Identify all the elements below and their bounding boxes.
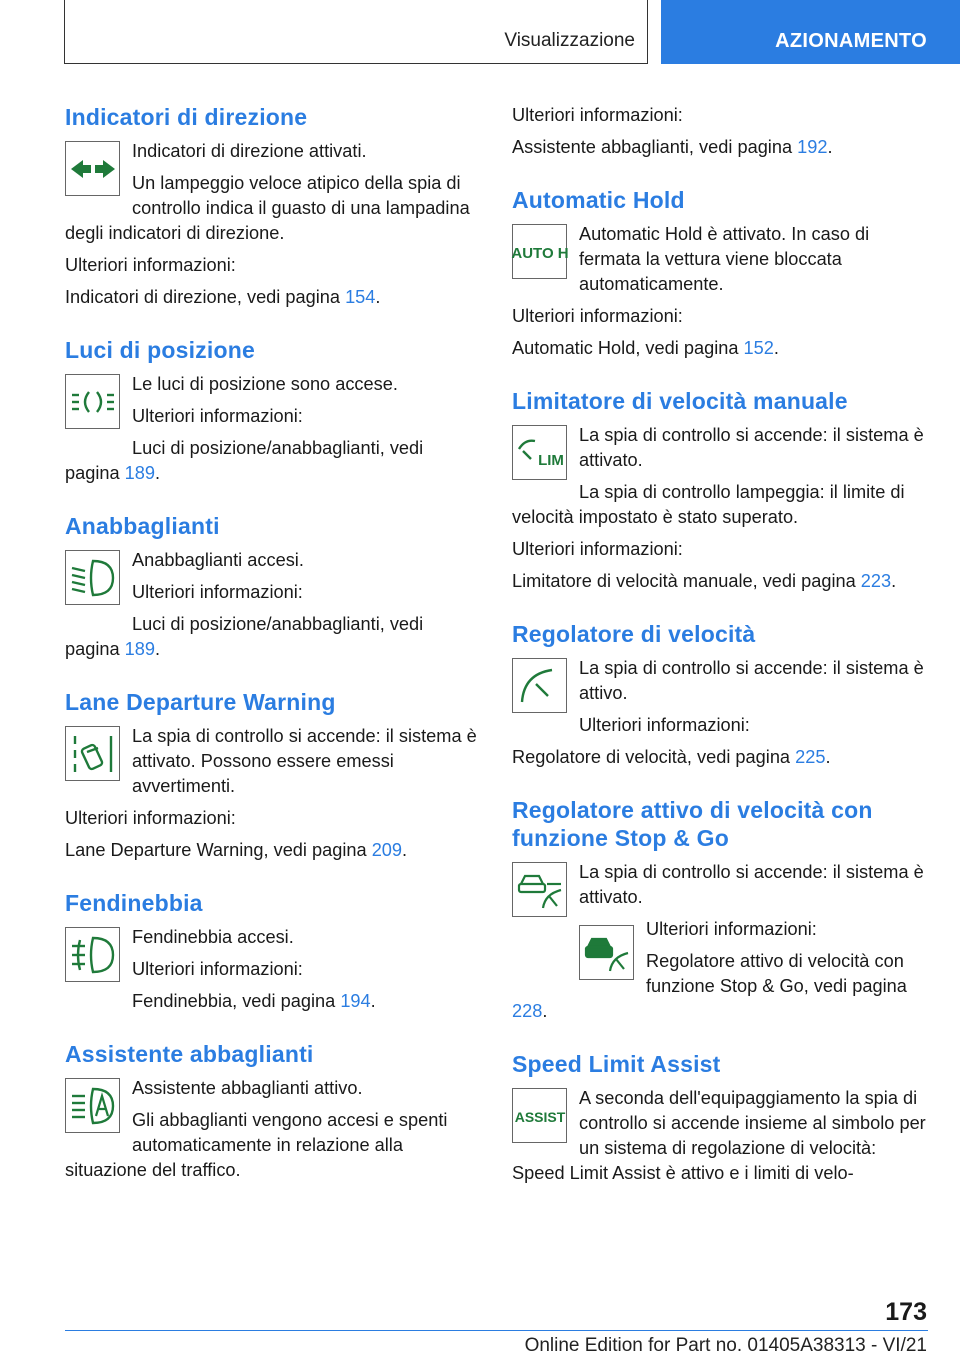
- section-speed-limiter: [512, 387, 928, 594]
- paragraph: Luci di posizione/anabbaglianti, vedi pagina 189.: [65, 614, 424, 659]
- paragraph: Indicatori di direzione attivati.: [132, 141, 367, 161]
- page-link[interactable]: 152: [743, 338, 774, 358]
- lane-departure-icon: [65, 726, 120, 781]
- section-title: Limitatore di velocità manuale: [512, 388, 848, 414]
- speed-limiter-icon: [512, 425, 567, 480]
- page-link[interactable]: 192: [797, 137, 828, 157]
- header-section-box: [64, 0, 648, 64]
- page-link[interactable]: 209: [371, 840, 403, 860]
- low-beam-icon: [65, 550, 120, 605]
- fog-light-icon: [65, 927, 120, 982]
- paragraph: Ulteriori informazioni:: [512, 306, 683, 326]
- paragraph: Automatic Hold, vedi pagina 152.: [512, 338, 779, 358]
- acc-icon-filled: [579, 925, 634, 980]
- acc-icon: [512, 862, 567, 917]
- section-automatic-hold: [512, 186, 928, 361]
- reference-text: Luci di posizione/anabbaglianti, vedi pagina: [65, 438, 424, 483]
- auto-hold-icon: [512, 224, 567, 279]
- page-link[interactable]: 194: [340, 991, 371, 1011]
- section-title: Indicatori di direzione: [65, 104, 308, 130]
- paragraph: Ulteriori informazioni:: [65, 808, 236, 828]
- paragraph: La spia di controllo si accende: il sistema è attivato.: [579, 425, 924, 470]
- page-link[interactable]: 223: [860, 571, 892, 591]
- paragraph: Ulteriori informazioni:: [65, 255, 236, 275]
- paragraph: Luci di posizione/anabbaglianti, vedi pagina 189.: [65, 438, 424, 483]
- paragraph: Fendinebbia, vedi pagina 194.: [132, 991, 376, 1011]
- paragraph: Assistente abbaglianti attivo.: [132, 1078, 363, 1098]
- header-chapter-label: AZIONAMENTO: [775, 30, 927, 52]
- paragraph: Limitatore di velocità manuale, vedi pagina 223.: [512, 571, 897, 591]
- footer-edition: Online Edition for Part no. 01405A38313 - VI/21: [524, 1335, 927, 1356]
- paragraph: Lane Departure Warning, vedi pagina 209.: [65, 840, 408, 860]
- high-beam-assist-icon: [65, 1078, 120, 1133]
- cruise-control-icon: [512, 658, 567, 713]
- reference-text: Limitatore di velocità manuale, vedi pagina: [512, 571, 861, 591]
- speed-limit-assist-icon: [512, 1088, 567, 1143]
- section-title: Anabbaglianti: [65, 513, 220, 539]
- paragraph: Ulteriori informazioni:: [132, 959, 303, 979]
- paragraph: Automatic Hold è attivato. In caso di fermata la vettura viene bloccata automaticamente.: [579, 224, 870, 294]
- paragraph: Ulteriori informazioni:: [579, 715, 750, 735]
- section-title: Speed Limit Assist: [512, 1051, 721, 1077]
- section-title: Assistente abbaglianti: [65, 1041, 314, 1067]
- section-high-beam-assist-continued: [512, 103, 928, 160]
- section-parking-lights: [65, 336, 479, 486]
- reference-text: Automatic Hold, vedi pagina: [512, 338, 744, 358]
- section-fog-lights: [65, 889, 479, 1014]
- paragraph: Ulteriori informazioni:: [132, 406, 303, 426]
- paragraph: Le luci di posizione sono accese.: [132, 374, 398, 394]
- paragraph: La spia di controllo si accende: il sistema è attivo.: [579, 658, 924, 703]
- speed-limit-assist-icon-text: ASSIST: [514, 1108, 565, 1125]
- section-title: Lane Departure Warning: [65, 689, 336, 715]
- paragraph: Indicatori di direzione, vedi pagina 154.: [65, 287, 381, 307]
- paragraph: Un lampeggio veloce atipico della spia di controllo indica il guasto di una lampadina degli indicatori di direzione.: [65, 173, 470, 243]
- paragraph: Ulteriori informazioni:: [512, 105, 683, 125]
- section-speed-limit-assist: [512, 1050, 928, 1186]
- parking-lights-icon: [65, 374, 120, 429]
- section-title: Luci di posizione: [65, 337, 255, 363]
- paragraph: Regolatore attivo di velocità con funzione Stop & Go, vedi pagina 228.: [512, 951, 907, 1021]
- section-title: Regolatore di velocità: [512, 621, 756, 647]
- turn-signal-icon: [65, 141, 120, 196]
- reference-text: Lane Departure Warning, vedi pagina: [65, 840, 372, 860]
- page-link[interactable]: 189: [124, 463, 156, 483]
- section-title: Fendinebbia: [65, 890, 203, 916]
- header-section-label: Visualizzazione: [504, 30, 635, 51]
- paragraph: Fendinebbia accesi.: [132, 927, 294, 947]
- right-column: [512, 103, 928, 1212]
- reference-text: Regolatore di velocità, vedi pagina: [512, 747, 796, 767]
- page-link[interactable]: 225: [795, 747, 826, 767]
- section-high-beam-assist: [65, 1040, 479, 1183]
- reference-text: Regolatore attivo di velocità con funzione Stop & Go, vedi pagina: [646, 951, 907, 996]
- reference-text: Indicatori di direzione, vedi pagina: [65, 287, 346, 307]
- auto-hold-icon-text: AUTO H: [510, 244, 569, 262]
- paragraph: A seconda dell'equipaggiamento la spia di controllo si accende insieme al simbolo per un sistema di regolazione di velocità: Speed Limit Assist è attivo e i limiti di velo-: [512, 1088, 926, 1183]
- section-title: Automatic Hold: [512, 187, 685, 213]
- page-link[interactable]: 154: [345, 287, 376, 307]
- section-turn-signals: [65, 103, 479, 310]
- footer-divider: [65, 1330, 928, 1331]
- section-title: Regolatore attivo di velocità con funzione Stop & Go: [512, 797, 873, 851]
- paragraph: Ulteriori informazioni:: [512, 539, 683, 559]
- paragraph: La spia di controllo si accende: il sistema è attivato. Possono essere emessi avvertimenti.: [132, 726, 477, 796]
- paragraph: Anabbaglianti accesi.: [132, 550, 304, 570]
- section-cruise-control: [512, 620, 928, 770]
- paragraph: Regolatore di velocità, vedi pagina 225.: [512, 747, 831, 767]
- paragraph: Assistente abbaglianti, vedi pagina 192.: [512, 137, 833, 157]
- header-chapter-tab: [661, 0, 960, 64]
- section-lane-departure: [65, 688, 479, 863]
- paragraph: Ulteriori informazioni:: [646, 919, 817, 939]
- paragraph: La spia di controllo lampeggia: il limite di velocità impostato è stato superato.: [512, 482, 905, 527]
- speed-limiter-icon-text: LIM: [537, 451, 564, 469]
- reference-text: Assistente abbaglianti, vedi pagina: [512, 137, 798, 157]
- page-number: 173: [885, 1298, 927, 1326]
- section-low-beam: [65, 512, 479, 662]
- paragraph: Gli abbaglianti vengono accesi e spenti automaticamente in relazione alla situazione del traffico.: [65, 1110, 448, 1180]
- left-column: [65, 103, 479, 1209]
- reference-text: Luci di posizione/anabbaglianti, vedi pagina: [65, 614, 424, 659]
- section-active-cruise-control: [512, 796, 928, 1024]
- reference-text: Fendinebbia, vedi pagina: [132, 991, 341, 1011]
- paragraph: La spia di controllo si accende: il sistema è attivato.: [579, 862, 924, 907]
- page-link[interactable]: 189: [124, 639, 156, 659]
- page-link[interactable]: 228: [512, 1001, 543, 1021]
- paragraph: Ulteriori informazioni:: [132, 582, 303, 602]
